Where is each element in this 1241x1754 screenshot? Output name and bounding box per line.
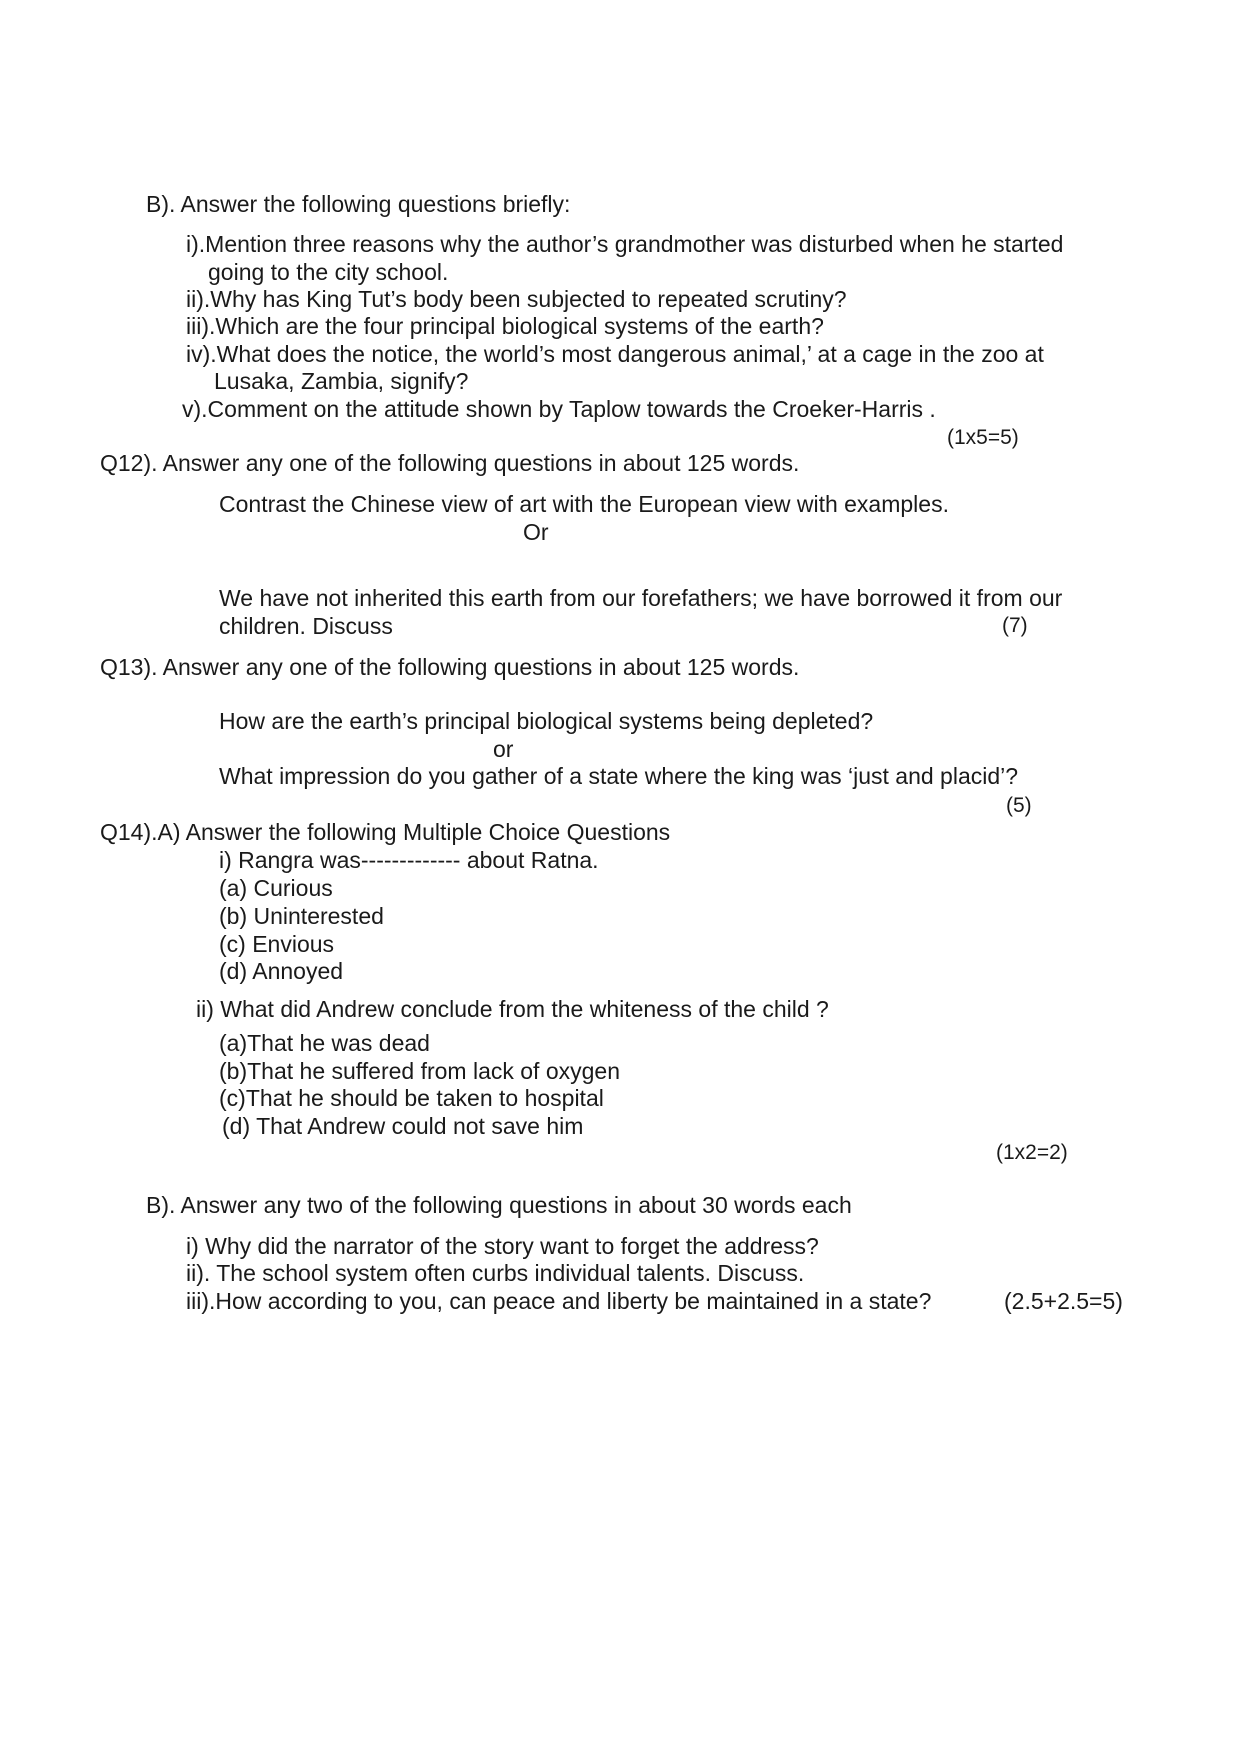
mcq-option: (c) Envious [219, 931, 335, 957]
question-item: iii).Which are the four principal biological systems of the earth? [186, 313, 824, 339]
mcq-option: (b) Uninterested [219, 903, 384, 929]
q12-heading: Q12). Answer any one of the following questions in about 125 words. [100, 450, 800, 476]
q12-option-2-continued: children. Discuss [219, 613, 393, 639]
question-item: v).Comment on the attitude shown by Taplow towards the Croeker-Harris . [182, 396, 936, 422]
q13-option-1: How are the earth’s principal biological systems being depleted? [219, 708, 874, 734]
q13-option-2: What impression do you gather of a state where the king was ‘just and placid’? [219, 763, 1019, 789]
mcq-option: (b)That he suffered from lack of oxygen [219, 1058, 620, 1084]
question-item-continued: Lusaka, Zambia, signify? [214, 368, 469, 394]
mcq-question: i) Rangra was------------- about Ratna. [219, 847, 599, 873]
question-item: iii).How according to you, can peace and liberty be maintained in a state? [186, 1288, 932, 1314]
q12-option-1: Contrast the Chinese view of art with the European view with examples. [219, 491, 949, 517]
mcq-option: (d) That Andrew could not save him [222, 1113, 584, 1139]
question-item: i).Mention three reasons why the author’s grandmother was disturbed when he started [186, 231, 1064, 257]
mcq-option: (c)That he should be taken to hospital [219, 1085, 604, 1111]
marks-label: (2.5+2.5=5) [1004, 1288, 1123, 1314]
q12-option-2: We have not inherited this earth from our forefathers; we have borrowed it from our [219, 585, 1063, 611]
question-item: ii). The school system often curbs individual talents. Discuss. [186, 1260, 805, 1286]
q13-or: or [493, 736, 514, 762]
marks-label: (1x5=5) [947, 426, 1019, 449]
section-b-heading: B). Answer the following questions briefly: [146, 191, 571, 217]
mcq-option: (a) Curious [219, 875, 333, 901]
marks-label: (7) [1002, 614, 1028, 637]
question-item: ii).Why has King Tut’s body been subjected to repeated scrutiny? [186, 286, 847, 312]
question-item: i) Why did the narrator of the story want to forget the address? [186, 1233, 819, 1259]
section-b-heading: B). Answer any two of the following questions in about 30 words each [146, 1192, 852, 1218]
q14-heading: Q14).A) Answer the following Multiple Choice Questions [100, 819, 671, 845]
mcq-question: ii) What did Andrew conclude from the whiteness of the child ? [196, 996, 829, 1022]
mcq-option: (d) Annoyed [219, 958, 344, 984]
q12-or: Or [523, 519, 549, 545]
marks-label: (1x2=2) [996, 1141, 1068, 1164]
question-item: iv).What does the notice, the world’s most dangerous animal,’ at a cage in the zoo at [186, 341, 1044, 367]
q13-heading: Q13). Answer any one of the following questions in about 125 words. [100, 654, 800, 680]
question-item-continued: going to the city school. [208, 259, 449, 285]
marks-label: (5) [1006, 794, 1032, 817]
mcq-option: (a)That he was dead [219, 1030, 430, 1056]
